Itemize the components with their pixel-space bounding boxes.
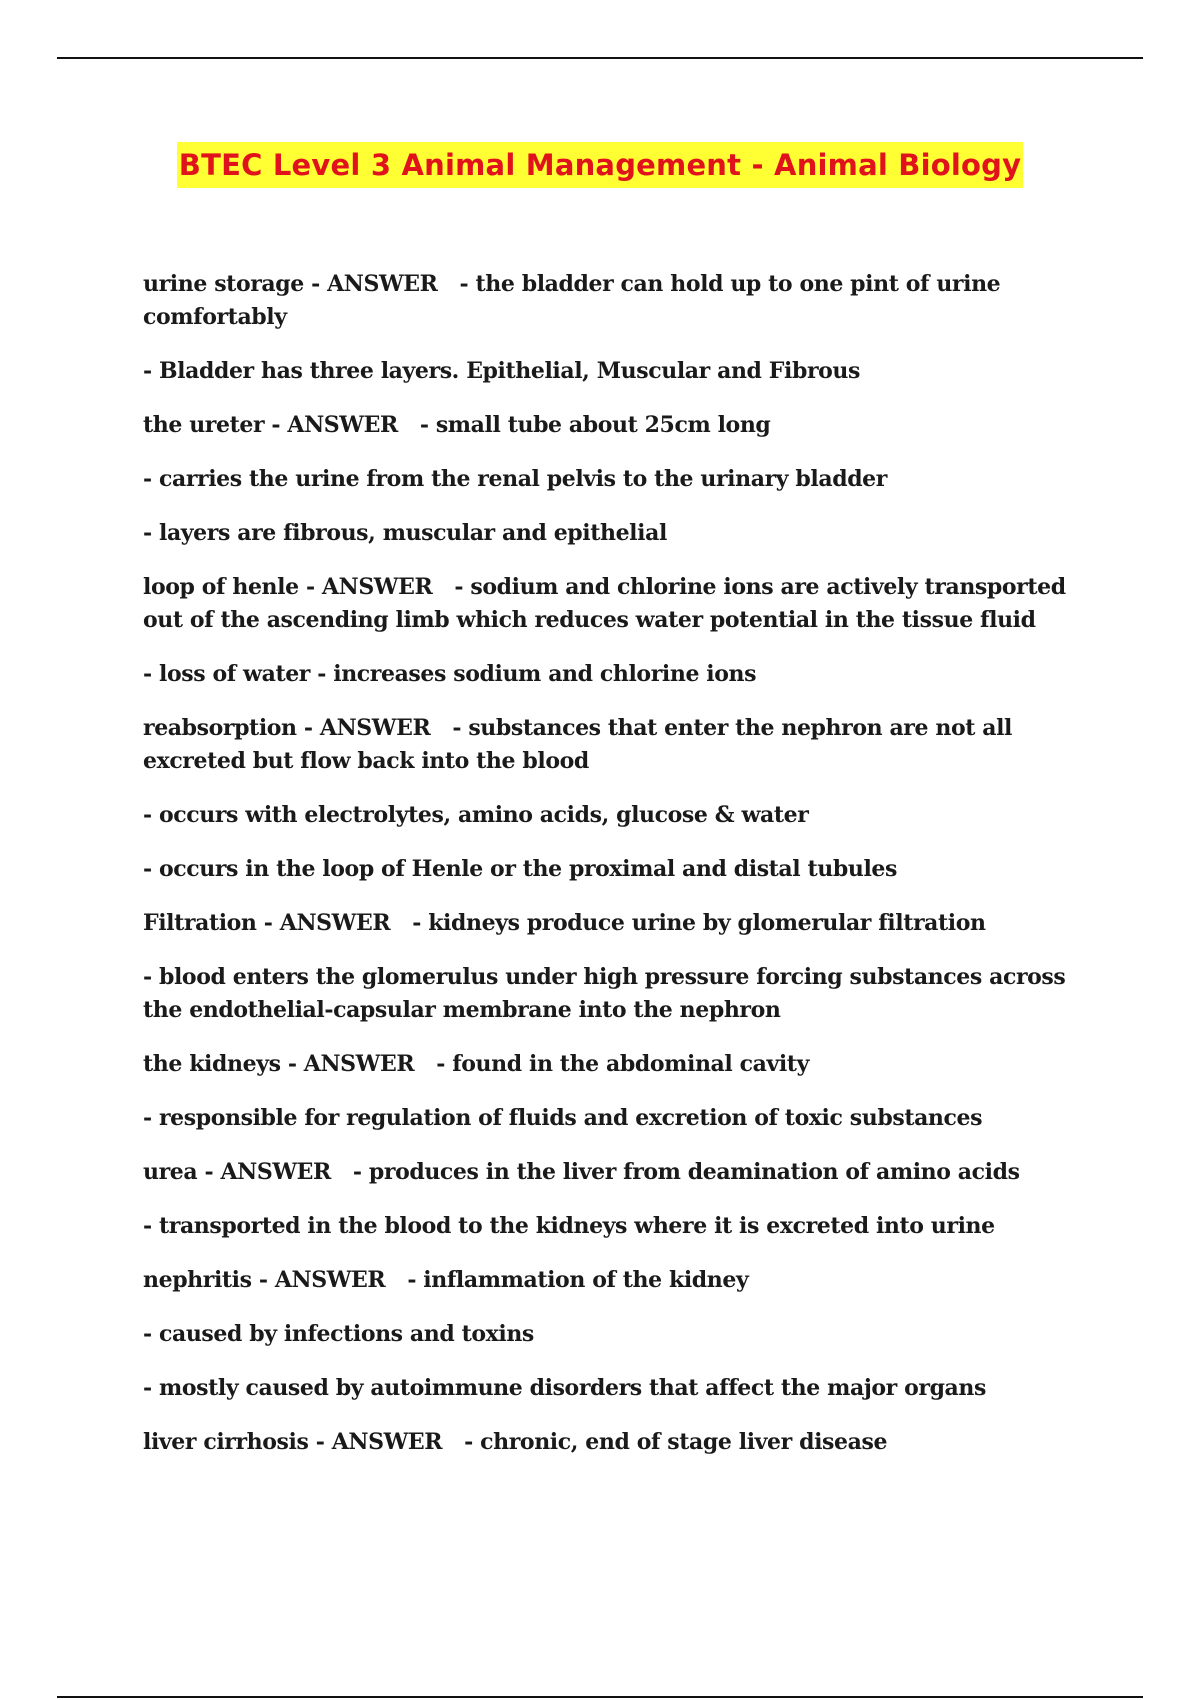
answer-text: - responsible for regulation of fluids and excretion of toxic substances	[143, 1105, 983, 1131]
answer-text: - carries the urine from the renal pelvis to the urinary bladder	[143, 466, 887, 492]
answer-text: - inflammation of the kidney	[407, 1267, 749, 1293]
answer-text: - chronic, end of stage liver disease	[464, 1429, 888, 1455]
qa-paragraph	[143, 517, 1083, 550]
qa-paragraph	[143, 799, 1083, 832]
bottom-divider	[57, 1696, 1143, 1698]
qa-paragraph	[143, 571, 1083, 637]
answer-text: - found in the abdominal cavity	[436, 1051, 809, 1077]
term-label: urine storage - ANSWER	[143, 271, 438, 297]
term-label: liver cirrhosis - ANSWER	[143, 1429, 443, 1455]
term-label: the ureter - ANSWER	[143, 412, 398, 438]
qa-paragraph	[143, 1048, 1083, 1081]
answer-text: - transported in the blood to the kidneys where it is excreted into urine	[143, 1213, 995, 1239]
qa-paragraph	[143, 1156, 1083, 1189]
qa-paragraph	[143, 268, 1083, 334]
qa-paragraph	[143, 463, 1083, 496]
qa-paragraph	[143, 853, 1083, 886]
answer-text: - sodium and chlorine ions are actively transported out of the ascending limb which reduces water potential in the tissue fluid	[143, 574, 1066, 633]
term-label: reabsorption - ANSWER	[143, 715, 431, 741]
answer-text: - caused by infections and toxins	[143, 1321, 534, 1347]
answer-text: - produces in the liver from deamination of amino acids	[352, 1159, 1020, 1185]
qa-paragraph	[143, 355, 1083, 388]
qa-paragraph	[143, 409, 1083, 442]
answer-text: - kidneys produce urine by glomerular filtration	[412, 910, 986, 936]
document-title: BTEC Level 3 Animal Management - Animal Biology	[177, 142, 1023, 188]
qa-paragraph	[143, 1426, 1083, 1459]
answer-text: - occurs in the loop of Henle or the proximal and distal tubules	[143, 856, 897, 882]
term-label: urea - ANSWER	[143, 1159, 331, 1185]
term-label: nephritis - ANSWER	[143, 1267, 386, 1293]
term-label: Filtration - ANSWER	[143, 910, 391, 936]
term-label: the kidneys - ANSWER	[143, 1051, 415, 1077]
top-divider	[57, 57, 1143, 59]
answer-text: - mostly caused by autoimmune disorders that affect the major organs	[143, 1375, 986, 1401]
title-block	[0, 142, 1200, 188]
term-label: loop of henle - ANSWER	[143, 574, 433, 600]
qa-paragraph	[143, 712, 1083, 778]
answer-text: - small tube about 25cm long	[419, 412, 771, 438]
qa-paragraph	[143, 907, 1083, 940]
qa-paragraph	[143, 1102, 1083, 1135]
qa-paragraph	[143, 1210, 1083, 1243]
answer-text: - loss of water - increases sodium and chlorine ions	[143, 661, 757, 687]
qa-paragraph	[143, 1318, 1083, 1351]
answer-text: - Bladder has three layers. Epithelial, Muscular and Fibrous	[143, 358, 860, 384]
document-body	[143, 268, 1083, 1480]
qa-paragraph	[143, 1264, 1083, 1297]
qa-paragraph	[143, 961, 1083, 1027]
answer-text: - the bladder can hold up to one pint of urine comfortably	[143, 271, 1001, 330]
qa-paragraph	[143, 658, 1083, 691]
answer-text: - blood enters the glomerulus under high pressure forcing substances across the endothelial-capsular membrane into the nephron	[143, 964, 1066, 1023]
answer-text: - occurs with electrolytes, amino acids, glucose & water	[143, 802, 809, 828]
qa-paragraph	[143, 1372, 1083, 1405]
answer-text: - layers are fibrous, muscular and epithelial	[143, 520, 667, 546]
answer-text: - substances that enter the nephron are not all excreted but flow back into the blood	[143, 715, 1013, 774]
